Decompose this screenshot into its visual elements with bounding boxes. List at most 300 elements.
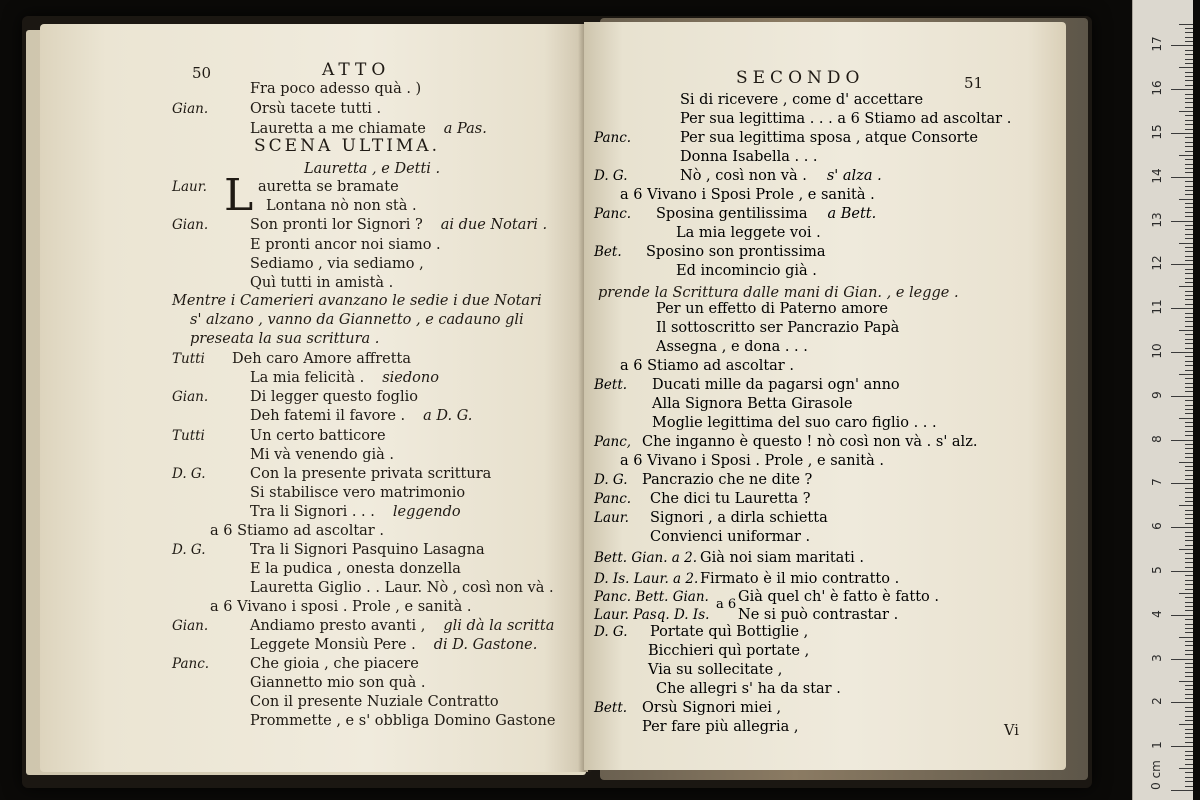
ruler-tick: [1185, 400, 1193, 401]
ruler-tick: [1185, 207, 1193, 208]
a6-brace-label: a 6: [716, 597, 737, 612]
verse-line: Un certo batticore: [250, 428, 386, 444]
ruler-tick: [1185, 334, 1193, 335]
speaker-label: Bett.: [594, 377, 628, 393]
ruler-tick: [1185, 597, 1193, 598]
ruler-tick: [1185, 470, 1193, 471]
ruler-tick: [1185, 194, 1193, 195]
verse-line: Nò , così non và . s' alza .: [680, 168, 882, 184]
ruler-tick: [1185, 186, 1193, 187]
ruler-tick: [1179, 24, 1193, 25]
ruler-tick: [1185, 203, 1193, 204]
ruler-tick: [1185, 269, 1193, 270]
ruler-tick: [1185, 545, 1193, 546]
ruler-tick: [1185, 59, 1193, 60]
ruler-tick: [1171, 659, 1193, 660]
ruler-tick: [1185, 251, 1193, 252]
verse-line: a 6 Vivano i Sposi . Prole , e sanità .: [620, 453, 884, 469]
drop-cap: L: [224, 170, 254, 221]
verse-line: Per un effetto di Paterno amore: [656, 301, 888, 317]
speaker-label: Gian.: [172, 618, 209, 634]
ruler-tick: [1171, 45, 1193, 46]
ruler-tick: [1185, 85, 1193, 86]
speaker-label: Panc.: [594, 491, 632, 507]
page-number-left: 50: [192, 64, 212, 82]
ruler-tick: [1171, 527, 1193, 528]
ruler-tick: [1185, 602, 1193, 603]
stage-direction-right: prende la Scrittura dalle mani di Gian. , e legge .: [598, 285, 959, 301]
verse-line: Si di ricevere , come d' accettare: [680, 92, 924, 108]
ruler-tick: [1185, 532, 1193, 533]
ruler-tick: [1171, 89, 1193, 90]
ruler-tick: [1185, 580, 1193, 581]
ruler-tick: [1185, 720, 1193, 721]
ruler-tick: [1185, 256, 1193, 257]
ruler-tick: [1185, 63, 1193, 64]
speaker-label: Panc.: [594, 130, 632, 146]
speaker-label: D. Is. Laur. a 2.: [594, 571, 699, 587]
speaker-label: Bett. Gian. a 2.: [594, 550, 697, 566]
ruler-tick: [1179, 330, 1193, 331]
ruler-tick: [1185, 317, 1193, 318]
verse-line: a 6 Vivano i Sposi Prole , e sanità .: [620, 187, 875, 203]
ruler-tick: [1179, 199, 1193, 200]
ruler-tick: [1185, 339, 1193, 340]
verse-line: Si stabilisce vero matrimonio: [250, 485, 466, 501]
ruler-tick: [1185, 523, 1193, 524]
stage-direction-2: s' alzano , vanno da Giannetto , e cadauno gli: [190, 312, 524, 328]
ruler-tick: [1185, 273, 1193, 274]
ruler-tick: [1179, 155, 1193, 156]
ruler-tick: [1185, 777, 1193, 778]
ruler-tick: [1185, 172, 1193, 173]
stage-direction-3: preseata la sua scrittura .: [190, 331, 380, 347]
aside-direction: a Bett.: [827, 206, 877, 222]
speaker-label: D. G.: [594, 624, 628, 640]
ruler-tick: [1185, 650, 1193, 651]
ruler-tick: [1185, 492, 1193, 493]
ruler-tick: [1179, 243, 1193, 244]
ruler-tick: [1185, 567, 1193, 568]
ruler-tick: [1171, 790, 1193, 791]
verse-line: Già noi siam maritati .: [700, 550, 864, 566]
ruler-tick: [1185, 102, 1193, 103]
ruler-tick: [1185, 387, 1193, 388]
ruler-tick: [1185, 540, 1193, 541]
ruler-tick: [1185, 50, 1193, 51]
ruler-tick: [1185, 41, 1193, 42]
ruler-tick: [1185, 716, 1193, 717]
speaker-label: Laur. Pasq. D. Is.: [594, 607, 710, 623]
ruler-tick: [1185, 216, 1193, 217]
ruler-tick: [1185, 729, 1193, 730]
ruler-tick: [1185, 413, 1193, 414]
ruler-tick: [1185, 514, 1193, 515]
ruler-tick: [1185, 698, 1193, 699]
verse-line: Di legger questo foglio: [250, 389, 418, 405]
ruler-tick: [1185, 645, 1193, 646]
verse-line: Bicchieri quì portate ,: [648, 643, 810, 659]
ruler-tick: [1185, 742, 1193, 743]
ruler-tick: [1185, 260, 1193, 261]
ruler-tick: [1185, 159, 1193, 160]
ruler-tick: [1185, 291, 1193, 292]
aside-direction: a D. G.: [423, 408, 473, 424]
ruler-tick: [1185, 76, 1193, 77]
ruler-tick: [1179, 286, 1193, 287]
ruler-tick: [1185, 466, 1193, 467]
verse-line: Tra li Signori . . . leggendo: [250, 504, 461, 520]
ruler-tick: [1171, 483, 1193, 484]
ruler-tick: [1185, 365, 1193, 366]
verse-line: Con la presente privata scrittura: [250, 466, 492, 482]
stage-direction-1: Mentre i Camerieri avanzano le sedie i due Notari: [172, 293, 542, 309]
ruler-tick: [1185, 98, 1193, 99]
ruler-tick: [1185, 510, 1193, 511]
verse-line: Che gioia , che piacere: [250, 656, 419, 672]
ruler-tick: [1185, 764, 1193, 765]
ruler-tick: [1185, 94, 1193, 95]
ruler-tick: [1185, 448, 1193, 449]
ruler-tick: [1179, 374, 1193, 375]
ruler-tick: [1185, 755, 1193, 756]
ruler-tick: [1185, 282, 1193, 283]
ruler-number: 8: [1150, 434, 1164, 443]
ruler-tick: [1185, 405, 1193, 406]
speaker-label: Tutti: [172, 428, 205, 444]
ruler-tick: [1185, 137, 1193, 138]
speaker-label: Gian.: [172, 101, 209, 117]
aside-direction: s' alza .: [826, 168, 882, 184]
aside-direction: siedono: [382, 370, 439, 386]
ruler-tick: [1185, 313, 1193, 314]
ruler-tick: [1185, 168, 1193, 169]
verse-line: Per fare più allegria ,: [642, 719, 799, 735]
ruler-tick: [1185, 759, 1193, 760]
ruler-tick: [1171, 264, 1193, 265]
ruler-tick: [1185, 685, 1193, 686]
ruler-number: 3: [1150, 653, 1164, 662]
ruler-tick: [1185, 589, 1193, 590]
scene-title: SCENA ULTIMA.: [254, 136, 440, 156]
speaker-label: Panc.: [594, 206, 632, 222]
ruler-tick: [1185, 32, 1193, 33]
speaker-label: D. G.: [594, 472, 628, 488]
ruler-tick: [1185, 190, 1193, 191]
ruler-tick: [1185, 304, 1193, 305]
ruler-tick: [1185, 453, 1193, 454]
verse-line: Via su sollecitate ,: [648, 662, 783, 678]
speaker-label: Bett.: [594, 700, 628, 716]
ruler-tick: [1179, 593, 1193, 594]
verse-line: Ne si può contrastar .: [738, 607, 899, 623]
aside-direction: gli dà la scritta: [443, 618, 555, 634]
ruler-tick: [1185, 501, 1193, 502]
ruler-tick: [1185, 234, 1193, 235]
ruler-tick: [1185, 80, 1193, 81]
verse-line: Prommette , e s' obbliga Domino Gastone: [250, 713, 556, 729]
verse-line: Ed incomincio già .: [676, 263, 817, 279]
ruler-tick: [1185, 475, 1193, 476]
ruler-number: 13: [1150, 211, 1164, 228]
verse-line: a 6 Vivano i sposi . Prole , e sanità .: [210, 599, 472, 615]
ruler-tick: [1185, 370, 1193, 371]
ruler-tick: [1179, 549, 1193, 550]
ruler-tick: [1185, 619, 1193, 620]
ruler-tick: [1185, 457, 1193, 458]
ruler-tick: [1185, 115, 1193, 116]
verse-line: Quì tutti in amistà .: [250, 275, 394, 291]
ruler-tick: [1185, 238, 1193, 239]
ruler-tick: [1185, 663, 1193, 664]
verse-line: Che allegri s' ha da star .: [656, 681, 841, 697]
verse-line: Portate quì Bottiglie ,: [650, 624, 809, 640]
aside-direction: a Pas.: [443, 121, 487, 137]
ruler-tick: [1185, 575, 1193, 576]
verse-line: Che inganno è questo ! nò così non và . s' alz.: [642, 434, 978, 450]
speaker-label: D. G.: [172, 466, 206, 482]
ruler-number: 7: [1150, 478, 1164, 487]
ruler-tick: [1185, 151, 1193, 152]
ruler-tick: [1185, 181, 1193, 182]
ruler-tick: [1171, 615, 1193, 616]
signature-mark: Vi: [1004, 723, 1019, 739]
ruler-tick: [1185, 225, 1193, 226]
ruler-number: 4: [1150, 609, 1164, 618]
speaker-label: D. G.: [594, 168, 628, 184]
verse-line: Convienci uniformar .: [650, 529, 811, 545]
ruler-number: 1: [1150, 741, 1164, 750]
speaker-label: Laur.: [594, 510, 629, 526]
verse-line: Sposina gentilissima a Bett.: [656, 206, 877, 222]
ruler-tick: [1185, 146, 1193, 147]
ruler-tick: [1179, 681, 1193, 682]
aside-direction: ai due Notari .: [440, 217, 548, 233]
page-number-right: 51: [964, 74, 984, 92]
verse-line: Ducati mille da pagarsi ogn' anno: [652, 377, 900, 393]
verse-line: Tra li Signori Pasquino Lasagna: [250, 542, 485, 558]
verse-line: a 6 Stiamo ad ascoltar .: [620, 358, 794, 374]
ruler-tick: [1185, 584, 1193, 585]
verse-line: Sediamo , via sediamo ,: [250, 256, 424, 272]
ruler-tick: [1179, 505, 1193, 506]
ruler-tick: [1185, 247, 1193, 248]
ruler-tick: [1185, 422, 1193, 423]
ruler-tick: [1185, 488, 1193, 489]
ruler-tick: [1171, 133, 1193, 134]
ruler-number: 11: [1150, 299, 1164, 315]
verse-line: Moglie legittima del suo caro figlio . . .: [652, 415, 937, 431]
speaker-label: Panc,: [594, 434, 632, 450]
speaker-label: Gian.: [172, 389, 209, 405]
verse-line: Firmato è il mio contratto .: [700, 571, 900, 587]
verse-line: Lauretta a me chiamate a Pas.: [250, 121, 487, 137]
verse-line: Assegna , e dona . . .: [656, 339, 808, 355]
speaker-label: Panc.: [172, 656, 210, 672]
ruler-tick: [1171, 308, 1193, 309]
speaker-label: Tutti: [172, 351, 205, 367]
speaker-label: Gian.: [172, 217, 209, 233]
ruler-number: 5: [1150, 566, 1164, 574]
ruler-tick: [1185, 667, 1193, 668]
ruler-tick: [1185, 278, 1193, 279]
ruler-tick: [1185, 707, 1193, 708]
ruler-tick: [1185, 142, 1193, 143]
ruler-tick: [1185, 54, 1193, 55]
ruler-tick: [1185, 558, 1193, 559]
verse-line: Signori , a dirla schietta: [650, 510, 828, 526]
verse-line: Lontana nò non stà .: [266, 198, 417, 214]
ruler-tick: [1185, 624, 1193, 625]
verse-line: Orsù tacete tutti .: [250, 101, 382, 117]
ruler-tick: [1179, 67, 1193, 68]
ruler-tick: [1185, 37, 1193, 38]
verse-line: auretta se bramate: [258, 179, 399, 195]
verse-line: a 6 Stiamo ad ascoltar .: [210, 523, 384, 539]
ruler-tick: [1185, 641, 1193, 642]
ruler-tick: [1171, 571, 1193, 572]
ruler-tick: [1185, 737, 1193, 738]
ruler-tick: [1185, 606, 1193, 607]
verse-line: E pronti ancor noi siamo .: [250, 237, 441, 253]
ruler-tick: [1171, 440, 1193, 441]
verse-line: Orsù Signori miei ,: [642, 700, 782, 716]
verse-line: Donna Isabella . . .: [680, 149, 818, 165]
ruler-tick: [1185, 299, 1193, 300]
ruler-tick: [1185, 632, 1193, 633]
ruler-tick: [1185, 229, 1193, 230]
verse-line: Con il presente Nuziale Contratto: [250, 694, 499, 710]
ruler-tick: [1185, 553, 1193, 554]
ruler-tick: [1171, 746, 1193, 747]
verse-line: Leggete Monsiù Pere . di D. Gastone.: [250, 637, 538, 653]
measurement-ruler: [1132, 0, 1193, 800]
verse-line: Il sottoscritto ser Pancrazio Papà: [656, 320, 900, 336]
ruler-number: 10: [1150, 343, 1164, 359]
verse-line: La mia leggete voi .: [676, 225, 821, 241]
ruler-tick: [1185, 426, 1193, 427]
ruler-tick: [1185, 518, 1193, 519]
ruler-number: 9: [1150, 390, 1164, 399]
ruler-number: 2: [1150, 697, 1164, 706]
ruler-tick: [1179, 637, 1193, 638]
verse-line: Giannetto mio son quà .: [250, 675, 426, 691]
speaker-label: Bet.: [594, 244, 622, 260]
verse-line: E la pudica , onesta donzella: [250, 561, 461, 577]
ruler-tick: [1185, 343, 1193, 344]
running-head-left: ATTO: [322, 60, 391, 80]
left-page: [40, 24, 588, 772]
ruler-tick: [1185, 129, 1193, 130]
ruler-tick: [1185, 28, 1193, 29]
ruler-tick: [1185, 536, 1193, 537]
verse-line: Per sua legittima sposa , atque Consorte: [680, 130, 979, 146]
ruler-tick: [1185, 383, 1193, 384]
verse-line: Sposino son prontissima: [646, 244, 826, 260]
ruler-tick: [1185, 72, 1193, 73]
ruler-tick: [1185, 479, 1193, 480]
ruler-tick: [1185, 326, 1193, 327]
ruler-tick: [1185, 628, 1193, 629]
speaker-label: D. G.: [172, 542, 206, 558]
ruler-tick: [1185, 164, 1193, 165]
ruler-tick: [1185, 711, 1193, 712]
ruler-tick: [1185, 409, 1193, 410]
verse-line: Deh caro Amore affretta: [232, 351, 412, 367]
ruler-tick: [1171, 702, 1193, 703]
ruler-number: 15: [1150, 124, 1164, 140]
running-head-right: SECONDO: [736, 68, 865, 88]
ruler-tick: [1185, 733, 1193, 734]
ruler-tick: [1185, 672, 1193, 673]
ruler-tick: [1185, 772, 1193, 773]
ruler-tick: [1179, 768, 1193, 769]
verse-line: Per sua legittima . . . a 6 Stiamo ad ascoltar .: [680, 111, 1012, 127]
ruler-tick: [1185, 212, 1193, 213]
verse-line: Deh fatemi il favore . a D. G.: [250, 408, 473, 424]
ruler-tick: [1185, 378, 1193, 379]
ruler-tick: [1185, 321, 1193, 322]
verse-line: Son pronti lor Signori ? ai due Notari .: [250, 217, 548, 233]
ruler-number: 14: [1150, 168, 1164, 184]
verse-line: Già quel ch' è fatto è fatto .: [738, 589, 939, 605]
ruler-number: 12: [1150, 255, 1164, 272]
ruler-tick: [1185, 781, 1193, 782]
verse-line: Che dici tu Lauretta ?: [650, 491, 811, 507]
ruler-tick: [1171, 396, 1193, 397]
verse-line: Andiamo presto avanti , gli dà la scritta: [250, 618, 555, 634]
ruler-tick: [1185, 786, 1193, 787]
ruler-number: 0 cm: [1149, 760, 1163, 790]
ruler-tick: [1185, 348, 1193, 349]
ruler-tick: [1185, 120, 1193, 121]
ruler-number: 17: [1150, 36, 1164, 53]
ruler-tick: [1185, 562, 1193, 563]
ruler-tick: [1171, 352, 1193, 353]
verse-line: Fra poco adesso quà . ): [250, 81, 422, 97]
ruler-tick: [1171, 177, 1193, 178]
ruler-number: 6: [1150, 522, 1164, 531]
ruler-tick: [1185, 694, 1193, 695]
ruler-tick: [1185, 361, 1193, 362]
ruler-tick: [1171, 221, 1193, 222]
verse-line: Pancrazio che ne dite ?: [642, 472, 813, 488]
ruler-tick: [1179, 462, 1193, 463]
ruler-tick: [1185, 654, 1193, 655]
ruler-tick: [1185, 444, 1193, 445]
ruler-tick: [1185, 689, 1193, 690]
verse-line: Alla Signora Betta Girasole: [652, 396, 853, 412]
ruler-tick: [1185, 356, 1193, 357]
ruler-tick: [1185, 497, 1193, 498]
ruler-tick: [1179, 724, 1193, 725]
ruler-tick: [1185, 676, 1193, 677]
ruler-tick: [1185, 435, 1193, 436]
ruler-tick: [1185, 107, 1193, 108]
ruler-number: 16: [1150, 80, 1164, 96]
ruler-tick: [1185, 431, 1193, 432]
verse-line: La mia felicità . siedono: [250, 370, 439, 386]
speaker-label: Panc. Bett. Gian.: [594, 589, 709, 605]
ruler-tick: [1179, 111, 1193, 112]
speaker-label: Laur.: [172, 179, 207, 195]
verse-line: Mi và venendo già .: [250, 447, 394, 463]
aside-direction: leggendo: [392, 504, 461, 520]
ruler-tick: [1185, 391, 1193, 392]
ruler-tick: [1179, 418, 1193, 419]
ruler-tick: [1185, 124, 1193, 125]
ruler-tick: [1185, 751, 1193, 752]
